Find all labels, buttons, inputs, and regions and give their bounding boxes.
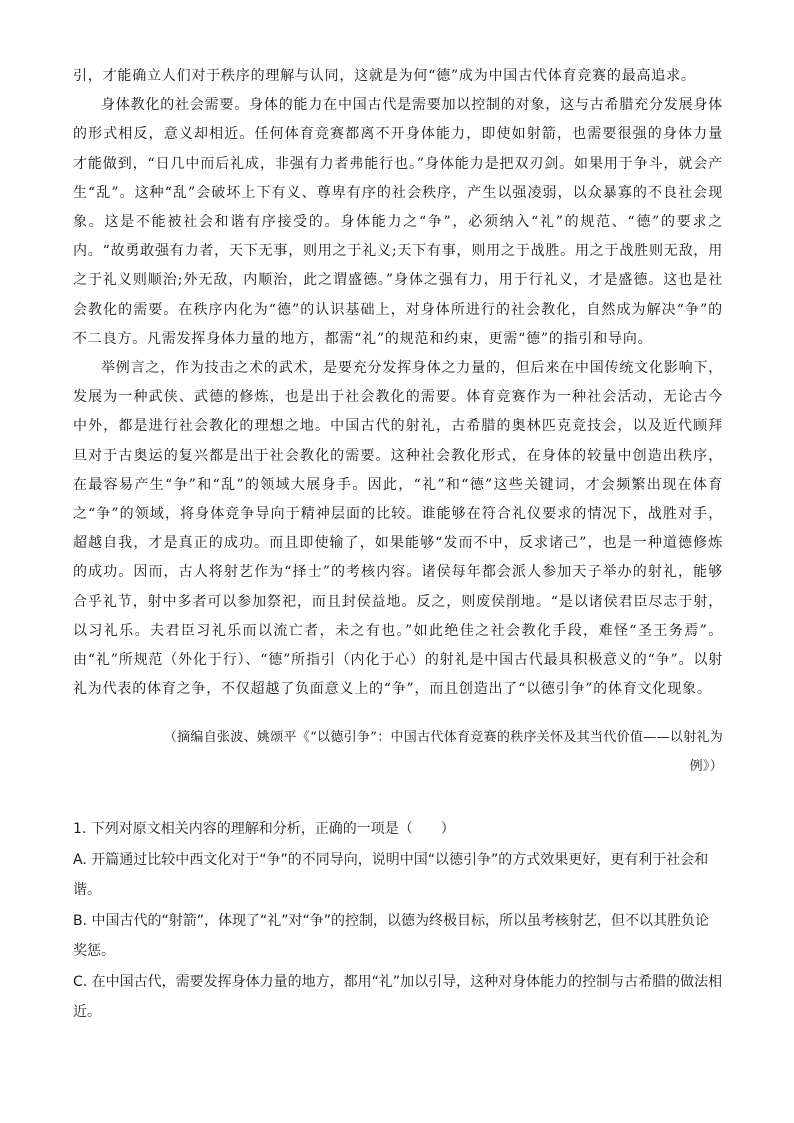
passage-source: （摘编自张波、姚颂平《“以德引争”：中国古代体育竞赛的秩序关怀及其当代价值——以射礼为例》） [163, 730, 723, 774]
question-1-option-a[interactable]: A. 开篇通过比较中西文化对于“争”的不同导向，说明中国“以德引争”的方式效果更好，更有利于社会和谐。 [73, 851, 709, 898]
question-1-option-c[interactable]: C. 在中国古代，需要发挥身体力量的地方，都用“礼”加以引导，这种对身体能力的控制与古希腊的做法相近。 [73, 973, 723, 1020]
question-1-stem: 1. 下列对原文相关内容的理解和分析，正确的一项是（ ） [73, 821, 455, 837]
question-1-option-b[interactable]: B. 中国古代的“射箭”，体现了“礼”对“争”的控制，以德为终极目标，所以虽考核射艺，但不以其胜负论奖惩。 [73, 912, 710, 959]
passage-paragraph-0: 引，才能确立人们对于秩序的理解与认同，这就是为何“德”成为中国古代体育竞赛的最高追求。 [73, 68, 696, 84]
passage-paragraph-2: 举例言之，作为技击之术的武术，是要充分发挥身体之力量的，但后来在中国传统文化影响下，发展为一种武侠、武德的修炼，也是出于社会教化的需要。体育竞赛作为一种社会活动，无论古今中外，都是进行社会教化的理想之地。中国古代的射礼，古希腊的奥林匹克竞技会，以及近代顾拜旦对于古奥运的复兴都是出于社会教化的需要。这种社会教化形式，在身体的较量中创造出秩序，在最容易产生“争”和“乱”的领域大展身手。因此，“礼”和“德”这些关键词，才会频繁出现在体育之“争”的领域，将身体竞争导向于精神层面的比较。谁能够在符合礼仪要求的情况下，战胜对手，超越自我，才是真正的成功。而且即使输了，如果能够“发而不中，反求诸己”，也是一种道德修炼的成功。因而，古人将射艺作为“择士”的考核内容。诸侯每年都会派人参加天子举办的射礼，能够合乎礼节，射中多者可以参加祭祀，而且封侯益地。反之，则废侯削地。“是以诸侯君臣尽志于射，以习礼乐。夫君臣习礼乐而以流亡者，未之有也。”如此绝佳之社会教化手段，难怪“圣王务焉”。由“礼”所规范（外化于行）、“德”所指引（内化于心）的射礼是中国古代最具积极意义的“争”。以射礼为代表的体育之争，不仅超越了负面意义上的“争”，而且创造出了“以德引争”的体育文化现象。 [73, 360, 723, 698]
reading-passage [73, 62, 723, 704]
question-1 [73, 814, 723, 1028]
passage-paragraph-1: 身体教化的社会需要。身体的能力在中国古代是需要加以控制的对象，这与古希腊充分发展身体的形式相反，意义却相近。任何体育竞赛都离不开身体能力，即使如射箭，也需要很强的身体力量才能做到，“日几中而后礼成，非强有力者弗能行也。”身体能力是把双刃剑。如果用于争斗，就会产生“乱”。这种“乱”会破坏上下有义、尊卑有序的社会秩序，产生以强凌弱，以众暴寡的不良社会现象。这是不能被社会和谐有序接受的。身体能力之“争”，必须纳入“礼”的规范、“德”的要求之内。“故勇敢强有力者，天下无事，则用之于礼义;天下有事，则用之于战胜。用之于战胜则无敌，用之于礼义则顺治;外无敌，内顺治，此之谓盛德。”身体之强有力，用于行礼义，才是盛德。这也是社会教化的需要。在秩序内化为“德”的认识基础上，对身体所进行的社会教化，自然成为解决“争”的不二良方。凡需发挥身体力量的地方，都需“礼”的规范和约束，更需“德”的指引和导向。 [73, 97, 723, 347]
